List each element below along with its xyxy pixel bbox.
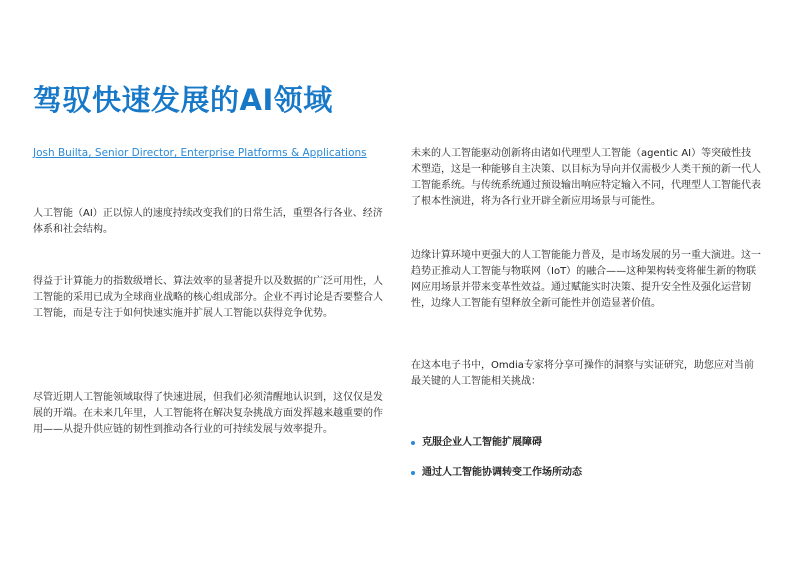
bullet-item — [411, 466, 582, 480]
page-title: 驾驭快速发展的AI领域 — [33, 83, 333, 117]
bullet-label: 克服企业人工智能扩展障碍 — [422, 437, 542, 448]
bullet-dot-icon — [411, 441, 415, 445]
right-paragraph-1: 未来的人工智能驱动创新将由诸如代理型人工智能（agentic AI）等突破性技术塑造，这是一种能够自主决策、以目标为导向并仅需极少人类干预的新一代人工智能系统。与传统系统通过预设输出响应特定输入不同，代理型人工智能代表了根本性演进，将为各行业开辟全新应用场景与可能性。 — [411, 148, 761, 207]
bullet-dot-icon — [411, 471, 415, 475]
left-paragraph-3: 尽管近期人工智能领域取得了快速进展，但我们必须清醒地认识到，这仅仅是发展的开端。在未来几年里，人工智能将在解决复杂挑战方面发挥越来越重要的作用——从提升供应链的韧性到推动各行业的可持续发展与效率提升。 — [33, 392, 383, 435]
author-link[interactable]: Josh Builta, Senior Director, Enterprise Platforms & Applications — [33, 147, 367, 159]
left-paragraph-1: 人工智能（AI）正以惊人的速度持续改变我们的日常生活，重塑各行各业、经济体系和社会结构。 — [33, 208, 383, 235]
left-paragraph-2: 得益于计算能力的指数级增长、算法效率的显著提升以及数据的广泛可用性，人工智能的采用已成为全球商业战略的核心组成部分。企业不再讨论是否要整合人工智能，而是专注于如何快速实施并扩展人工智能以获得竞争优势。 — [33, 276, 383, 319]
right-paragraph-2: 边缘计算环境中更强大的人工智能能力普及，是市场发展的另一重大演进。这一趋势正推动人工智能与物联网（IoT）的融合——这种架构转变将催生新的物联网应用场景并带来变革性效益。通过赋能实时决策、提升安全性及强化运营韧性，边缘人工智能有望释放全新可能性并创造显著价值。 — [411, 250, 761, 309]
bullet-item — [411, 436, 542, 450]
right-paragraph-3: 在这本电子书中，Omdia专家将分享可操作的洞察与实证研究，助您应对当前最关键的人工智能相关挑战： — [411, 360, 754, 387]
bullet-label: 通过人工智能协调转变工作场所动态 — [422, 467, 582, 478]
